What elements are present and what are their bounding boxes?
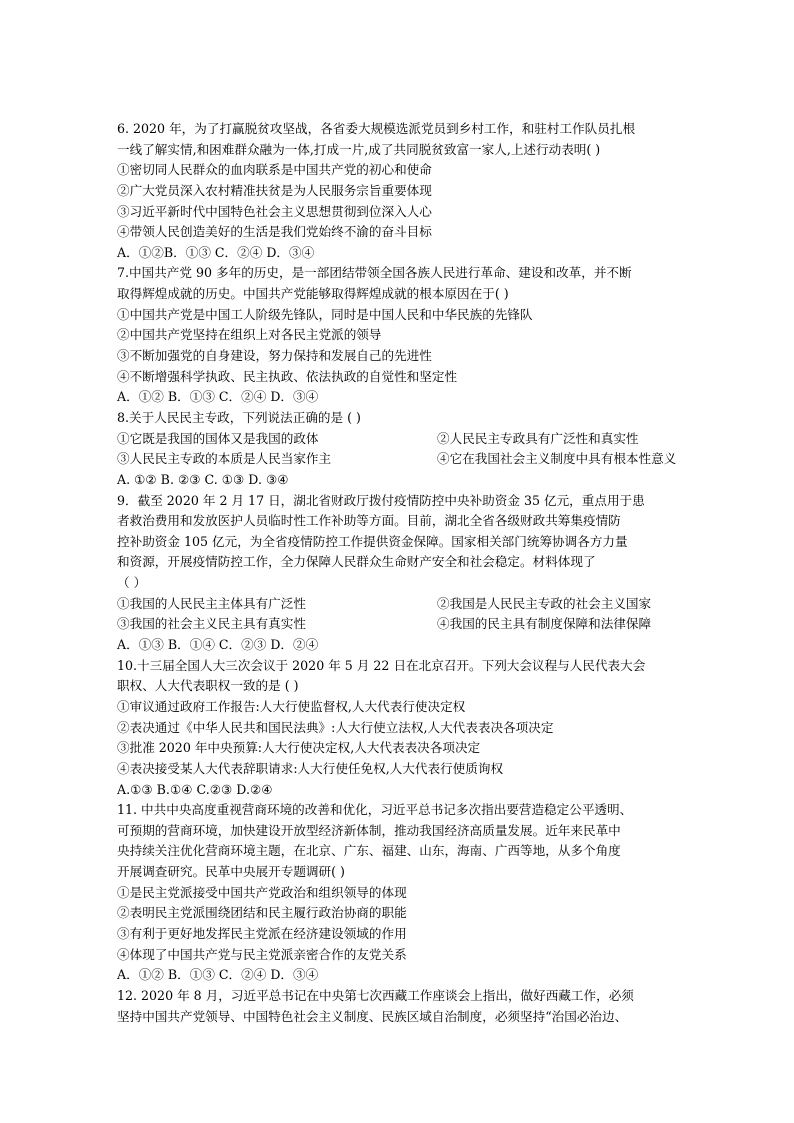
question-list: [117, 119, 682, 1027]
question-11: [117, 800, 682, 986]
question-10-stem-line-1: 10.十三届全国人大三次会议于 2020 年 5 月 22 日在北京召开。下列大会议程与人民代表大会: [117, 657, 646, 673]
question-9-options-row-1: [117, 594, 682, 615]
question-8: [117, 408, 682, 491]
question-9-option-2: ②我国是人民民主专政的社会主义国家: [437, 595, 652, 611]
question-12-stem-line-2: 坚持中国共产党领导、中国特色社会主义制度、民族区域自治制度，必须坚持“治国必治边、: [117, 1008, 628, 1024]
question-10-option-3: ③批准 2020 年中央预算:人大行使决定权,人大代表表决各项决定: [117, 740, 481, 756]
question-9-stem-line-5: （ ）: [117, 575, 147, 591]
question-6-answer-choices: A．①②B．①③ C．②④ D．③④: [117, 244, 315, 260]
question-10-option-1: ①审议通过政府工作报告:人大行使监督权,人大代表行使决定权: [117, 698, 466, 714]
question-9-stem-line-2: 者救治费用和发放医护人员临时性工作补助等方面。目前，湖北全省各级财政共筹集疫情防: [117, 513, 621, 529]
question-11-stem-line-2: 可预期的营商环境，加快建设开放型经济新体制，推动我国经济高质量发展。近年来民革中: [117, 822, 621, 838]
question-11-option-1: ①是民主党派接受中国共产党政治和组织领导的体现: [117, 884, 407, 900]
question-9-answer-choices: A．①③ B．①④ C．②③ D．②④: [117, 637, 319, 653]
question-6-stem-line-1: 6. 2020 年，为了打赢脱贫攻坚战，各省委大规模选派党员到乡村工作，和驻村工作队员扎根: [117, 121, 636, 136]
question-11-stem-line-4: 开展调查研究。民革中央展开专题调研( ): [117, 864, 345, 880]
question-8-answer-choices: A. ①② B. ②③ C. ①③ D. ③④: [117, 471, 289, 487]
question-7-stem-line-1: 7.中国共产党 90 多年的历史，是一部团结带领全国各族人民进行革命、建设和改革，并不断: [117, 265, 632, 281]
question-8-option-4: ④它在我国社会主义制度中具有根本性意义: [437, 451, 677, 467]
question-8-options-row-1: [117, 429, 682, 450]
question-7-option-1: ①中国共产党是中国工人阶级先锋队，同时是中国人民和中华民族的先锋队: [117, 306, 533, 322]
question-10-stem-line-2: 职权、人大代表职权一致的是 ( ): [117, 678, 299, 694]
question-9-option-1: ①我国的人民民主主体具有广泛性: [117, 595, 306, 611]
question-9-stem-line-4: 和资源，开展疫情防控工作，全力保障人民群众生命财产安全和社会稳定。材料体现了: [117, 554, 596, 570]
question-8-option-1: ①它既是我国的国体又是我国的政体: [117, 430, 319, 446]
question-7-option-4: ④不断增强科学执政、民主执政、依法执政的自觉性和坚定性: [117, 368, 458, 384]
question-9-option-4: ④我国的民主具有制度保障和法律保障: [437, 616, 652, 632]
question-10: [117, 656, 682, 800]
question-12-stem-line-1: 12. 2020 年 8 月，习近平总书记在中央第七次西藏工作座谈会上指出，做好西藏工作，必须: [117, 987, 634, 1003]
question-9-stem-line-1: 9．截至 2020 年 2 月 17 日，湖北省财政厅拨付疫情防控中央补助资金 35 亿元，重点用于患: [117, 492, 645, 508]
question-11-option-3: ③有利于更好地发挥民主党派在经济建设领域的作用: [117, 925, 407, 941]
question-10-answer-choices: A.①③ B.①④ C.②③ D.②④: [117, 781, 273, 797]
question-10-option-4: ④表决接受某人大代表辞职请求:人大行使任免权,人大代表行使质询权: [117, 760, 504, 776]
question-9-options-row-2: [117, 614, 682, 635]
question-11-option-2: ②表明民主党派围绕团结和民主履行政治协商的职能: [117, 905, 407, 921]
question-8-option-3: ③人民民主专政的本质是人民当家作主: [117, 451, 332, 467]
question-7-answer-choices: A．①② B．①③ C．②④ D．③④: [117, 389, 319, 405]
question-7-option-3: ③不断加强党的自身建设，努力保持和发展自己的先进性: [117, 348, 432, 364]
question-11-stem-line-3: 央持续关注优化营商环境主题，在北京、广东、福建、山东，海南、广西等地，从多个角度: [117, 843, 621, 859]
question-9: [117, 491, 682, 656]
question-10-option-2: ②表决通过《中华人民共和国民法典》:人大行使立法权,人大代表表决各项决定: [117, 719, 554, 735]
question-12: [117, 986, 682, 1027]
question-9-option-3: ③我国的社会主义民主具有真实性: [117, 616, 306, 632]
question-6-option-1: ①密切同人民群众的血肉联系是中国共产党的初心和使命: [117, 162, 432, 178]
question-11-stem-line-1: 11. 中共中央高度重视营商环境的改善和优化，习近平总书记多次指出要营造稳定公平透明、: [117, 802, 633, 818]
question-8-options-row-2: [117, 449, 682, 470]
question-6-option-2: ②广大党员深入农村精准扶贫是为人民服务宗旨重要体现: [117, 182, 432, 198]
question-7-stem-line-2: 取得辉煌成就的历史。中国共产党能够取得辉煌成就的根本原因在于( ): [117, 286, 509, 302]
question-7: [117, 263, 682, 407]
question-6-option-3: ③习近平新时代中国特色社会主义思想贯彻到位深入人心: [117, 203, 432, 219]
question-9-stem-line-3: 控补助资金 105 亿元，为全省疫情防控工作提供资金保障。国家相关部门统筹协调各方力量: [117, 533, 628, 549]
question-11-option-4: ④体现了中国共产党与民主党派亲密合作的友党关系: [117, 946, 407, 962]
question-7-option-2: ②中国共产党坚持在组织上对各民主党派的领导: [117, 327, 382, 343]
question-6-stem-line-2: 一线了解实情,和困难群众融为一体,打成一片,成了共同脱贫致富一家人,上述行动表明( ): [117, 141, 601, 157]
question-11-answer-choices: A．①② B．①③ C．②④ D．③④: [117, 967, 319, 983]
question-6-option-4: ④带领人民创造美好的生活是我们党始终不渝的奋斗目标: [117, 224, 432, 240]
question-8-option-2: ②人民民主专政具有广泛性和真实性: [437, 430, 639, 446]
question-6: [117, 119, 682, 263]
question-8-stem: 8.关于人民民主专政，下列说法正确的是 ( ): [117, 409, 361, 425]
